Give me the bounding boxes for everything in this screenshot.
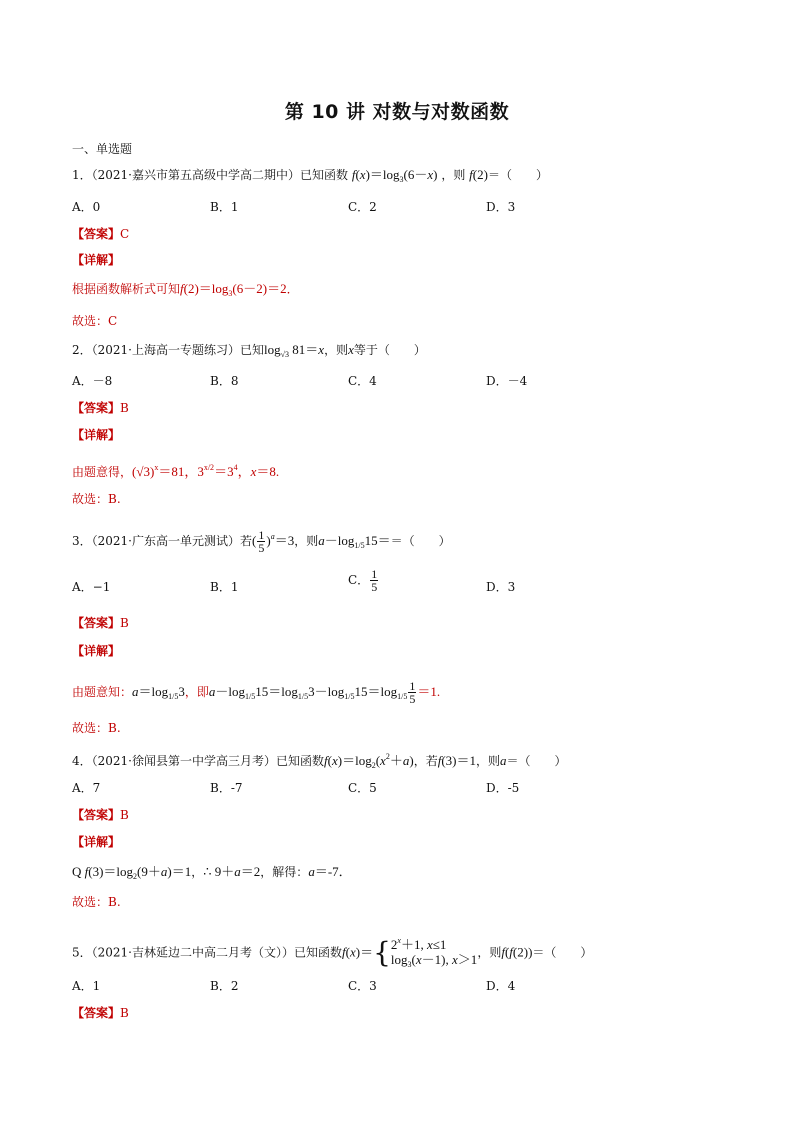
question-2-answer: 【答案】B xyxy=(72,401,129,415)
question-1-options xyxy=(72,198,672,216)
option-b[interactable]: B．-7 xyxy=(210,781,243,795)
question-3-stem: 3．（2021·广东高一单元测试）若( $\frac{1}{5}$ )$^a$＝3，则$a-\log_{1/5}15==$（ ） xyxy=(72,528,451,555)
question-3-detail: 由题意知：$a=\log_{1/5}3$，即$a-\log_{1/5}15=\log_{1/5}3-\log_{1/5}15=\log_{1/5}$ $\frac{1}{5}$ ＝1. xyxy=(72,679,441,706)
question-3-detail-label: 【详解】 xyxy=(72,644,121,658)
question-5-options xyxy=(72,977,672,995)
question-5-stem: 5．（2021·吉林延边二中高二月考（文））已知函数$f(x)=\{2^x+1$, x≤1 $\log_3(x-1)$, x＞1，则f(f(2))＝（ ） xyxy=(72,936,593,969)
option-d[interactable]: D．－4 xyxy=(486,374,528,388)
option-c[interactable]: C．4 xyxy=(348,374,377,388)
option-d[interactable]: D．-5 xyxy=(486,781,520,795)
option-c[interactable]: C．2 xyxy=(348,200,377,214)
page-title: 第 10 讲 对数与对数函数 xyxy=(284,101,510,123)
question-5-answer: 【答案】B xyxy=(72,1006,129,1020)
option-d[interactable]: D．4 xyxy=(486,979,516,993)
question-4-detail: Q $f(3)=\log_2(9+a)=1$，∴ 9＋a＝2，解得：a＝-7． xyxy=(72,864,352,881)
question-1-detail: 根据函数解析式可知$f(2)=\log_3(6-2)=2$． xyxy=(72,281,299,298)
option-b[interactable]: B．2 xyxy=(210,979,239,993)
option-a[interactable]: A．−1 xyxy=(72,580,111,594)
question-2-conclusion: 故选：B. xyxy=(72,492,121,506)
option-c[interactable]: C．5 xyxy=(348,781,377,795)
question-3-answer: 【答案】B xyxy=(72,616,129,630)
question-2-stem: 2．（2021·上海高一专题练习）已知$\log_{√3} 81=x$，则x等于（ ） xyxy=(72,342,426,359)
question-4-stem: 4．（2021·徐闻县第一中学高三月考）已知函数$f(x)=\log_2(x^2+a)$，若f(3)＝1，则a＝（ ） xyxy=(72,752,567,770)
section-heading: 一、单选题 xyxy=(72,142,133,156)
option-a[interactable]: A．0 xyxy=(72,200,101,214)
question-1-detail-label: 【详解】 xyxy=(72,253,121,267)
question-1-conclusion: 故选：C xyxy=(72,314,118,328)
question-2-options xyxy=(72,372,672,390)
option-a[interactable]: A．1 xyxy=(72,979,101,993)
question-1-stem: 1．（2021·嘉兴市第五高级中学高二期中）已知函数 $f(x)=\log_3(6-x)$ ，则 f(2)＝（ ） xyxy=(72,167,548,184)
question-4-options xyxy=(72,779,672,797)
question-3-conclusion: 故选：B. xyxy=(72,721,121,735)
option-b[interactable]: B．1 xyxy=(210,200,239,214)
question-4-answer: 【答案】B xyxy=(72,808,129,822)
question-4-detail-label: 【详解】 xyxy=(72,835,121,849)
option-a[interactable]: A．－8 xyxy=(72,374,113,388)
question-4-conclusion: 故选：B. xyxy=(72,895,121,909)
option-a[interactable]: A．7 xyxy=(72,781,101,795)
option-c[interactable]: C． $\frac{1}{5}$ xyxy=(348,567,378,594)
question-1-answer: 【答案】C xyxy=(72,227,130,241)
option-d[interactable]: D．3 xyxy=(486,580,516,594)
option-b[interactable]: B．1 xyxy=(210,580,239,594)
question-1-text: 1．（2021·嘉兴市第五高级中学高二期中）已知函数 xyxy=(72,168,348,182)
option-b[interactable]: B．8 xyxy=(210,374,239,388)
question-2-detail: 由题意得，$(√3)^x=81$，$3^{x/2}=3^4$，x＝8. xyxy=(72,463,280,479)
question-3-options xyxy=(72,567,672,596)
option-d[interactable]: D．3 xyxy=(486,200,516,214)
question-2-detail-label: 【详解】 xyxy=(72,428,121,442)
option-c[interactable]: C．3 xyxy=(348,979,377,993)
